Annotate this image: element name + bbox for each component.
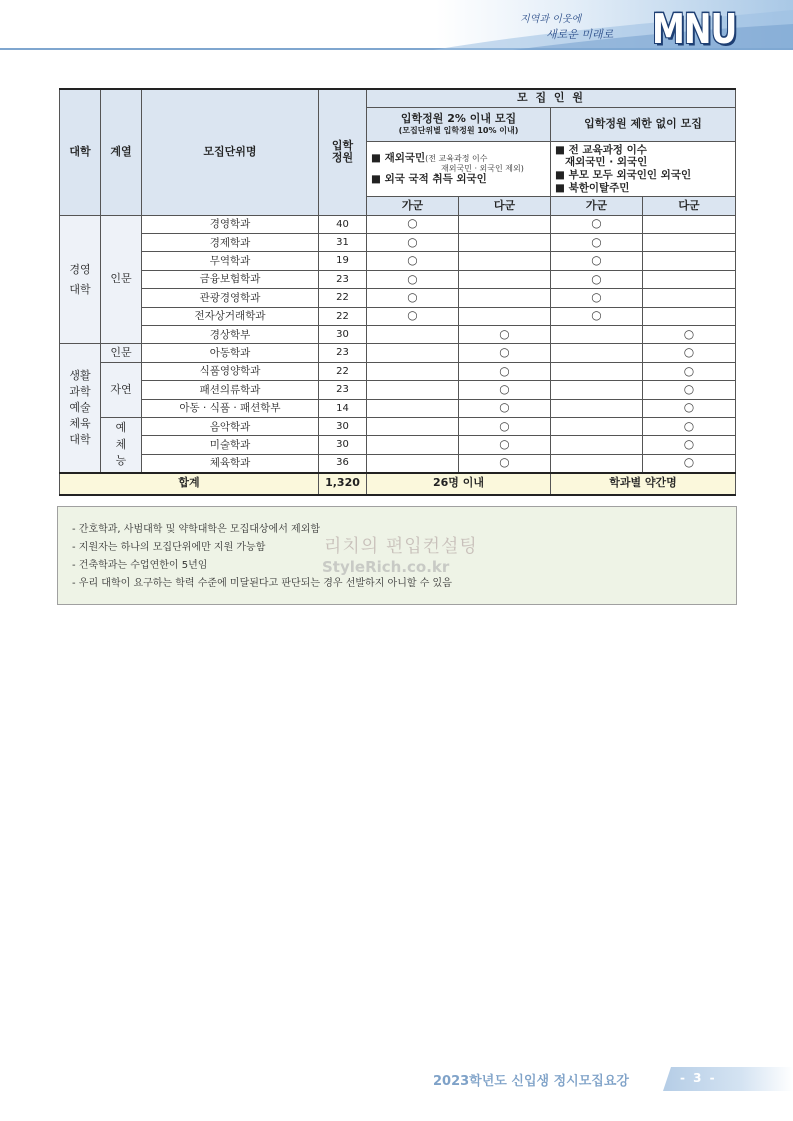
mark-within-ga [367,454,459,472]
table-row [60,215,736,233]
mark-within-da [459,252,551,270]
mark-unlimited-da [643,307,736,325]
mark-unlimited-da [643,270,736,288]
mark-within-ga: ○ [367,289,459,307]
table-row [60,436,736,454]
mark-unlimited-ga [551,454,643,472]
mark-within-ga [367,417,459,435]
mark-unlimited-da: ○ [643,399,736,417]
mark-within-da [459,270,551,288]
dept-quota: 22 [319,362,367,380]
mark-unlimited-da: ○ [643,417,736,435]
mark-within-da: ○ [459,344,551,362]
header-within-2pct [367,107,551,141]
slogan [520,8,640,46]
mark-unlimited-ga [551,436,643,454]
eligibility-within-2pct [367,141,551,196]
eligibility-overseas-korean-note: (전 교육과정 이수 [425,154,488,164]
eligibility-foreign-nationality: ■ 외국 국적 취득 외국인 [371,173,487,186]
dept-name: 경영학과 [142,215,319,233]
mark-within-ga: ○ [367,215,459,233]
within-2pct-title: 입학정원 2% 이내 모집 [400,112,517,126]
total-label: 합계 [60,473,319,495]
page-number: - 3 - [680,1071,717,1085]
dept-name: 경제학과 [142,234,319,252]
mark-unlimited-da: ○ [643,454,736,472]
dept-name: 무역학과 [142,252,319,270]
mark-within-ga [367,381,459,399]
table-row [60,454,736,472]
dept-quota: 19 [319,252,367,270]
mark-within-ga [367,399,459,417]
mark-within-ga: ○ [367,252,459,270]
table-row [60,270,736,288]
header-group-da-b: 다군 [643,197,736,215]
mark-within-ga [367,362,459,380]
dept-name: 금융보험학과 [142,270,319,288]
eligibility-overseas-korean-note-2: 재외국민 · 외국인 제외) [441,163,524,173]
mark-unlimited-da: ○ [643,326,736,344]
header-group-ga-a: 가군 [367,197,459,215]
dept-name: 관광경영학과 [142,289,319,307]
college-business: 경영 대학 [60,215,101,344]
table-row [60,289,736,307]
dept-name: 패션의류학과 [142,381,319,399]
mark-within-ga: ○ [367,234,459,252]
mark-within-ga [367,436,459,454]
dept-quota: 30 [319,326,367,344]
dept-quota: 22 [319,307,367,325]
mark-unlimited-da [643,289,736,307]
dept-quota: 22 [319,289,367,307]
mark-unlimited-ga: ○ [551,215,643,233]
mark-within-da [459,289,551,307]
mark-within-da [459,307,551,325]
field-humanities: 인문 [101,215,142,344]
mark-unlimited-ga: ○ [551,234,643,252]
field-arts-sports: 예 체 능 [101,417,142,472]
field-nature: 자연 [101,362,142,417]
within-2pct-subtitle: (모집단위별 입학정원 10% 이내) [398,126,519,136]
mark-unlimited-ga [551,326,643,344]
mark-within-da: ○ [459,436,551,454]
dept-name: 미술학과 [142,436,319,454]
mark-unlimited-ga [551,344,643,362]
dept-quota: 30 [319,436,367,454]
dept-name: 아동학과 [142,344,319,362]
header-field: 계열 [101,89,142,215]
mark-unlimited-ga: ○ [551,270,643,288]
dept-quota: 23 [319,270,367,288]
eligibility-north-korean-defector: ■ 북한이탈주민 [555,181,630,194]
mark-within-da: ○ [459,399,551,417]
dept-name: 경상학부 [142,326,319,344]
college-life-science-arts-sports: 생활 과학 예술 체육 대학 [60,344,101,473]
eligibility-full-curriculum-cont: 재외국민 · 외국인 [565,156,648,169]
mark-within-da: ○ [459,381,551,399]
eligibility-both-parents-foreign: ■ 부모 모두 외국인인 외국인 [555,169,692,182]
table-row [60,234,736,252]
header-group-ga-b: 가군 [551,197,643,215]
dept-name: 음악학과 [142,417,319,435]
mark-unlimited-ga [551,362,643,380]
mark-unlimited-da [643,234,736,252]
dept-name: 체육학과 [142,454,319,472]
table-row [60,252,736,270]
mark-within-da: ○ [459,417,551,435]
mark-within-ga: ○ [367,270,459,288]
mark-unlimited-ga [551,381,643,399]
slogan-line-2: 새로운 미래로 [546,28,614,41]
table-row [60,381,736,399]
dept-quota: 23 [319,344,367,362]
mark-within-ga [367,326,459,344]
mark-unlimited-da [643,252,736,270]
dept-quota: 23 [319,381,367,399]
dept-name: 아동 · 식품 · 패션학부 [142,399,319,417]
field-humanities: 인문 [101,344,142,362]
note-item: - 지원자는 하나의 모집단위에만 지원 가능함 [72,542,266,553]
eligibility-overseas-korean [371,152,546,165]
header-group-da-a: 다군 [459,197,551,215]
dept-quota: 14 [319,399,367,417]
mark-unlimited-da: ○ [643,344,736,362]
table-row [60,307,736,325]
note-item: - 간호학과, 사범대학 및 약학대학은 모집대상에서 제외함 [72,524,321,535]
table-row [60,362,736,380]
mark-unlimited-da: ○ [643,381,736,399]
total-unlimited: 학과별 약간명 [551,473,736,495]
dept-name: 전자상거래학과 [142,307,319,325]
table-row [60,344,736,362]
total-quota: 1,320 [319,473,367,495]
mark-within-ga [367,344,459,362]
dept-quota: 36 [319,454,367,472]
header-quota: 입학 정원 [319,89,367,215]
slogan-line-1: 지역과 이웃에 [520,14,582,25]
dept-quota: 30 [319,417,367,435]
eligibility-full-curriculum: ■ 전 교육과정 이수 [555,143,647,156]
mark-unlimited-ga [551,399,643,417]
mark-within-ga: ○ [367,307,459,325]
mark-within-da [459,234,551,252]
mark-within-da: ○ [459,326,551,344]
header-unit-name: 모집단위명 [142,89,319,215]
mark-unlimited-da [643,215,736,233]
mark-unlimited-da: ○ [643,436,736,454]
total-row [60,473,736,495]
watermark-text: 리치의 편입컨설팅 [324,536,478,557]
header-unlimited: 입학정원 제한 없이 모집 [551,107,736,141]
mark-within-da: ○ [459,454,551,472]
mark-within-da: ○ [459,362,551,380]
dept-quota: 31 [319,234,367,252]
header-recruit-count: 모 집 인 원 [367,89,736,107]
recruitment-table [59,88,736,496]
guide-title: 2023학년도 신입생 정시모집요강 [433,1074,629,1089]
mark-unlimited-ga: ○ [551,307,643,325]
mark-unlimited-ga [551,417,643,435]
mark-unlimited-da: ○ [643,362,736,380]
total-within-2pct: 26명 이내 [367,473,551,495]
eligibility-overseas-korean-label: ■ 재외국민 [371,152,426,165]
table-row [60,417,736,435]
note-item: - 건축학과는 수업연한이 5년임 [72,560,208,571]
footer [0,1062,793,1096]
eligibility-unlimited [551,141,736,196]
dept-name: 식품영양학과 [142,362,319,380]
header-college: 대학 [60,89,101,215]
table-row [60,399,736,417]
dept-quota: 40 [319,215,367,233]
mark-within-da [459,215,551,233]
watermark-url: StyleRich.co.kr [322,558,450,576]
note-item: - 우리 대학이 요구하는 학력 수준에 미달된다고 판단되는 경우 선발하지 아니할 수 있음 [72,578,452,589]
mark-unlimited-ga: ○ [551,289,643,307]
mark-unlimited-ga: ○ [551,252,643,270]
table-row [60,326,736,344]
university-logo: MNU [652,4,737,53]
